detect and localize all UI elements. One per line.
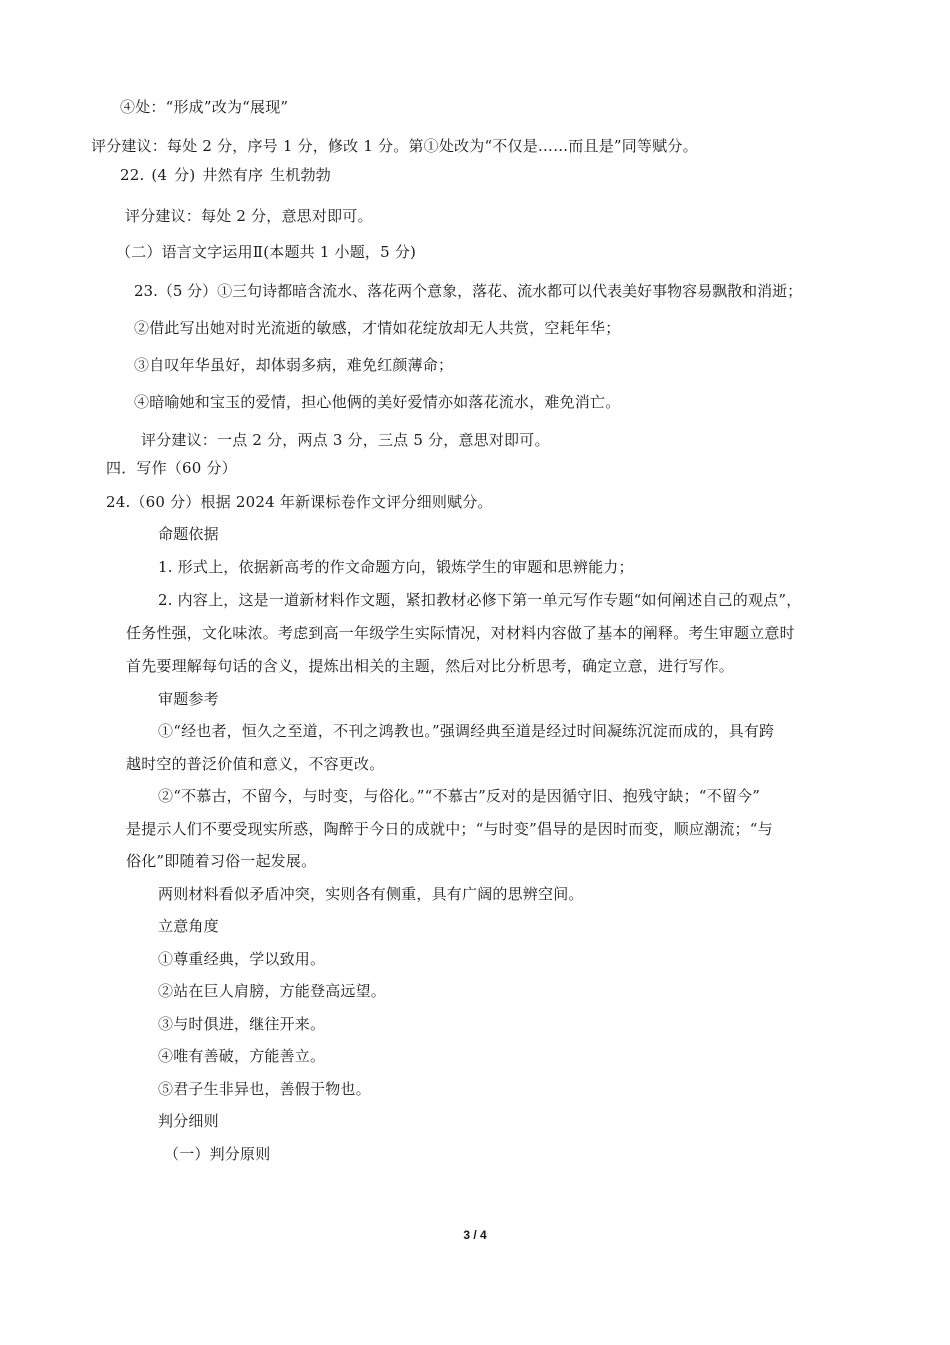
text-line: 首先要理解每句话的含义，提炼出相关的主题，然后对比分析思考，确定立意，进行写作。 — [126, 657, 735, 675]
list-item: ③与时俱进，继往开来。 — [158, 1015, 326, 1033]
text-line: ②“不慕古，不留今，与时变，与俗化。”“不慕古”反对的是因循守旧、抱残守缺；“不留今” — [158, 787, 761, 805]
section-heading: 四．写作（60 分） — [106, 459, 237, 477]
text-line: 2. 内容上，这是一道新材料作文题，紧扣教材必修下第一单元写作专题“如何阐述自己的观点”， — [158, 591, 802, 609]
text-line: 两则材料看似矛盾冲突，实则各有侧重，具有广阔的思辨空间。 — [158, 885, 584, 903]
list-item: ④唯有善破，方能善立。 — [158, 1047, 326, 1065]
list-item: ⑤君子生非异也，善假于物也。 — [158, 1080, 371, 1098]
subheading: 审题参考 — [158, 690, 219, 708]
text-line: ①“经也者，恒久之至道，不刊之鸿教也。”强调经典至道是经过时间凝练沉淀而成的，具有跨 — [158, 722, 775, 740]
list-item: ①尊重经典，学以致用。 — [158, 950, 326, 968]
text-line: ④处：“形成”改为“展现” — [120, 98, 289, 116]
text-line: 越时空的普泛价值和意义，不容更改。 — [126, 755, 385, 773]
subheading: 立意角度 — [158, 917, 219, 935]
text-line: 评分建议：一点 2 分，两点 3 分，三点 5 分，意思对即可。 — [141, 431, 550, 449]
section-heading: （二）语言文字运用Ⅱ(本题共 1 小题，5 分) — [116, 243, 417, 261]
text-line: 1. 形式上，依据新高考的作文命题方向，锻炼学生的审题和思辨能力； — [158, 558, 634, 576]
text-line: ④暗喻她和宝玉的爱情，担心他俩的美好爱情亦如落花流水，难免消亡。 — [134, 393, 621, 411]
subheading: 命题依据 — [158, 525, 219, 543]
text-line: 俗化”即随着习俗一起发展。 — [126, 852, 317, 870]
text-line: 22. (4 分) 井然有序 生机勃勃 — [120, 166, 331, 184]
text-line: ②借此写出她对时光流逝的敏感，才情如花绽放却无人共赏，空耗年华； — [134, 319, 621, 337]
text-line: 24.（60 分）根据 2024 年新课标卷作文评分细则赋分。 — [106, 493, 493, 511]
list-item: ②站在巨人肩膀，方能登高远望。 — [158, 982, 387, 1000]
text-line: 23.（5 分）①三句诗都暗含流水、落花两个意象，落花、流水都可以代表美好事物容易飘散和消逝； — [134, 282, 803, 300]
text-line: 是提示人们不要受现实所惑，陶醉于今日的成就中；“与时变”倡导的是因时而变，顺应潮流；“与 — [126, 820, 773, 838]
subheading: （一）判分原则 — [164, 1145, 271, 1163]
page-number: 3 / 4 — [463, 1228, 487, 1242]
text-line: 任务性强，文化味浓。考虑到高一年级学生实际情况，对材料内容做了基本的阐释。考生审题立意时 — [126, 624, 795, 642]
subheading: 判分细则 — [158, 1112, 219, 1130]
text-line: 评分建议：每处 2 分，序号 1 分，修改 1 分。第①处改为“不仅是……而且是”同等赋分。 — [91, 137, 698, 155]
text-line: 评分建议：每处 2 分，意思对即可。 — [125, 207, 373, 225]
text-line: ③自叹年华虽好，却体弱多病，难免红颜薄命； — [134, 356, 454, 374]
